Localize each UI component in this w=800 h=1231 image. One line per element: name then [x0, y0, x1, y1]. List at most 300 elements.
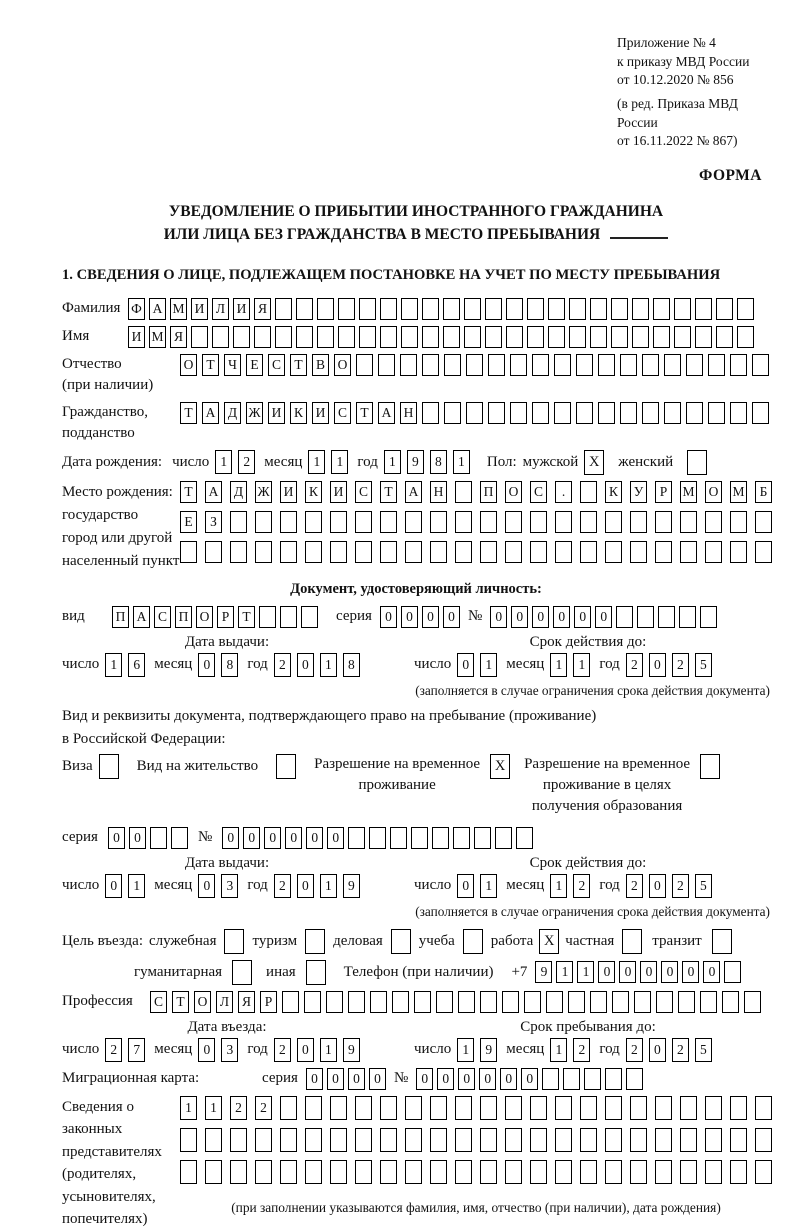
patronymic-input[interactable] — [180, 354, 769, 376]
char-cell[interactable]: 0 — [479, 1068, 496, 1090]
char-cell[interactable] — [730, 1160, 747, 1184]
char-cell[interactable] — [254, 326, 271, 348]
name-input[interactable] — [128, 326, 754, 348]
char-cell[interactable]: 0 — [661, 961, 678, 983]
temp-residence-edu-checkbox[interactable] — [700, 754, 720, 779]
char-cell[interactable] — [255, 511, 272, 533]
char-cell[interactable] — [430, 541, 447, 563]
char-cell[interactable] — [516, 827, 533, 849]
char-cell[interactable] — [527, 298, 544, 320]
char-cell[interactable] — [305, 541, 322, 563]
char-cell[interactable] — [380, 326, 397, 348]
char-cell[interactable] — [317, 298, 334, 320]
char-cell[interactable]: М — [149, 326, 166, 348]
char-cell[interactable] — [495, 827, 512, 849]
char-cell[interactable]: С — [154, 606, 171, 628]
residence-permit-checkbox[interactable] — [276, 754, 296, 779]
char-cell[interactable] — [488, 402, 505, 424]
char-cell[interactable]: Р — [655, 481, 672, 503]
char-cell[interactable] — [655, 1096, 672, 1120]
char-cell[interactable] — [430, 511, 447, 533]
char-cell[interactable] — [455, 1128, 472, 1152]
char-cell[interactable] — [400, 354, 417, 376]
char-cell[interactable]: 0 — [306, 827, 323, 849]
char-cell[interactable] — [455, 481, 472, 503]
char-cell[interactable] — [255, 541, 272, 563]
char-cell[interactable] — [708, 354, 725, 376]
char-cell[interactable]: О — [196, 606, 213, 628]
birthplace-line1-input[interactable] — [180, 481, 772, 503]
char-cell[interactable] — [755, 1096, 772, 1120]
char-cell[interactable] — [655, 1128, 672, 1152]
char-cell[interactable] — [605, 1128, 622, 1152]
stay-doc-number-input[interactable] — [222, 827, 533, 849]
char-cell[interactable]: 9 — [343, 874, 360, 898]
char-cell[interactable] — [401, 298, 418, 320]
char-cell[interactable] — [554, 354, 571, 376]
char-cell[interactable] — [755, 1160, 772, 1184]
char-cell[interactable] — [737, 326, 754, 348]
char-cell[interactable]: 2 — [672, 874, 689, 898]
char-cell[interactable] — [679, 606, 696, 628]
char-cell[interactable]: С — [150, 991, 167, 1013]
char-cell[interactable] — [326, 991, 343, 1013]
char-cell[interactable]: 0 — [703, 961, 720, 983]
char-cell[interactable] — [705, 1096, 722, 1120]
char-cell[interactable] — [716, 298, 733, 320]
char-cell[interactable] — [630, 541, 647, 563]
char-cell[interactable] — [680, 1160, 697, 1184]
char-cell[interactable]: 0 — [243, 827, 260, 849]
char-cell[interactable]: Ф — [128, 298, 145, 320]
char-cell[interactable] — [306, 960, 326, 985]
char-cell[interactable]: 1 — [556, 961, 573, 983]
char-cell[interactable]: 9 — [535, 961, 552, 983]
char-cell[interactable] — [224, 929, 244, 954]
char-cell[interactable] — [576, 402, 593, 424]
char-cell[interactable] — [348, 991, 365, 1013]
char-cell[interactable] — [191, 326, 208, 348]
char-cell[interactable] — [392, 991, 409, 1013]
char-cell[interactable]: 1 — [320, 653, 337, 677]
migration-series-input[interactable] — [306, 1068, 386, 1090]
char-cell[interactable]: Т — [290, 354, 307, 376]
char-cell[interactable]: 0 — [649, 874, 666, 898]
purpose-business-checkbox[interactable] — [391, 929, 411, 954]
char-cell[interactable]: 1 — [550, 1038, 567, 1062]
char-cell[interactable]: К — [290, 402, 307, 424]
char-cell[interactable] — [380, 511, 397, 533]
char-cell[interactable] — [655, 511, 672, 533]
char-cell[interactable] — [755, 511, 772, 533]
char-cell[interactable]: Р — [217, 606, 234, 628]
char-cell[interactable]: Т — [202, 354, 219, 376]
char-cell[interactable]: 0 — [682, 961, 699, 983]
char-cell[interactable] — [724, 961, 741, 983]
char-cell[interactable]: 0 — [619, 961, 636, 983]
purpose-other-checkbox[interactable] — [306, 960, 326, 985]
char-cell[interactable]: А — [202, 402, 219, 424]
char-cell[interactable] — [455, 541, 472, 563]
char-cell[interactable]: 1 — [180, 1096, 197, 1120]
char-cell[interactable]: И — [330, 481, 347, 503]
char-cell[interactable] — [380, 541, 397, 563]
doc-issue-year-input[interactable] — [274, 653, 360, 677]
char-cell[interactable]: О — [180, 354, 197, 376]
char-cell[interactable] — [355, 511, 372, 533]
char-cell[interactable] — [730, 354, 747, 376]
char-cell[interactable] — [555, 541, 572, 563]
char-cell[interactable] — [380, 1096, 397, 1120]
char-cell[interactable] — [466, 354, 483, 376]
char-cell[interactable] — [598, 354, 615, 376]
char-cell[interactable]: Е — [246, 354, 263, 376]
char-cell[interactable]: 2 — [255, 1096, 272, 1120]
entry-year-input[interactable] — [274, 1038, 360, 1062]
citizenship-input[interactable] — [180, 402, 769, 424]
char-cell[interactable] — [150, 827, 167, 849]
char-cell[interactable] — [612, 991, 629, 1013]
char-cell[interactable]: 0 — [416, 1068, 433, 1090]
char-cell[interactable]: 0 — [511, 606, 528, 628]
char-cell[interactable] — [642, 402, 659, 424]
char-cell[interactable] — [655, 541, 672, 563]
char-cell[interactable]: 0 — [437, 1068, 454, 1090]
char-cell[interactable] — [280, 511, 297, 533]
stay-doc-valid-day-input[interactable] — [457, 874, 497, 898]
char-cell[interactable] — [584, 1068, 601, 1090]
char-cell[interactable]: Р — [260, 991, 277, 1013]
char-cell[interactable]: Я — [170, 326, 187, 348]
char-cell[interactable] — [634, 991, 651, 1013]
char-cell[interactable]: Б — [755, 481, 772, 503]
char-cell[interactable]: И — [191, 298, 208, 320]
char-cell[interactable] — [380, 1160, 397, 1184]
char-cell[interactable] — [422, 326, 439, 348]
char-cell[interactable] — [580, 1160, 597, 1184]
char-cell[interactable]: 2 — [626, 653, 643, 677]
char-cell[interactable] — [464, 298, 481, 320]
char-cell[interactable] — [620, 402, 637, 424]
stay-doc-valid-year-input[interactable] — [626, 874, 712, 898]
char-cell[interactable] — [405, 541, 422, 563]
char-cell[interactable] — [554, 402, 571, 424]
char-cell[interactable]: 5 — [695, 653, 712, 677]
legal-line1-input[interactable] — [180, 1096, 772, 1120]
char-cell[interactable]: У — [630, 481, 647, 503]
char-cell[interactable] — [233, 326, 250, 348]
char-cell[interactable] — [180, 1160, 197, 1184]
char-cell[interactable] — [542, 1068, 559, 1090]
purpose-tourism-checkbox[interactable] — [305, 929, 325, 954]
char-cell[interactable]: Н — [400, 402, 417, 424]
char-cell[interactable] — [282, 991, 299, 1013]
legal-line2-input[interactable] — [180, 1128, 772, 1152]
char-cell[interactable] — [455, 1160, 472, 1184]
char-cell[interactable] — [378, 354, 395, 376]
doc-issue-day-input[interactable] — [105, 653, 145, 677]
char-cell[interactable] — [255, 1160, 272, 1184]
char-cell[interactable] — [330, 1096, 347, 1120]
char-cell[interactable]: 1 — [331, 450, 348, 474]
char-cell[interactable] — [605, 1096, 622, 1120]
char-cell[interactable]: 1 — [105, 653, 122, 677]
stay-until-year-input[interactable] — [626, 1038, 712, 1062]
char-cell[interactable]: О — [334, 354, 351, 376]
char-cell[interactable] — [99, 754, 119, 779]
char-cell[interactable] — [430, 1096, 447, 1120]
char-cell[interactable] — [458, 991, 475, 1013]
char-cell[interactable] — [580, 511, 597, 533]
char-cell[interactable] — [205, 541, 222, 563]
char-cell[interactable] — [580, 481, 597, 503]
char-cell[interactable]: 0 — [198, 1038, 215, 1062]
char-cell[interactable] — [510, 402, 527, 424]
char-cell[interactable] — [405, 1160, 422, 1184]
char-cell[interactable] — [280, 1096, 297, 1120]
char-cell[interactable] — [480, 1160, 497, 1184]
char-cell[interactable]: 0 — [553, 606, 570, 628]
stay-doc-issue-year-input[interactable] — [274, 874, 360, 898]
char-cell[interactable] — [530, 1160, 547, 1184]
char-cell[interactable]: Т — [238, 606, 255, 628]
char-cell[interactable] — [658, 606, 675, 628]
char-cell[interactable]: 0 — [443, 606, 460, 628]
char-cell[interactable]: А — [405, 481, 422, 503]
char-cell[interactable]: 3 — [221, 1038, 238, 1062]
char-cell[interactable]: А — [133, 606, 150, 628]
char-cell[interactable] — [605, 1068, 622, 1090]
char-cell[interactable] — [590, 991, 607, 1013]
migration-number-input[interactable] — [416, 1068, 643, 1090]
char-cell[interactable]: 2 — [238, 450, 255, 474]
char-cell[interactable] — [443, 326, 460, 348]
char-cell[interactable] — [330, 1160, 347, 1184]
char-cell[interactable] — [505, 541, 522, 563]
char-cell[interactable]: 3 — [221, 874, 238, 898]
char-cell[interactable]: 2 — [672, 1038, 689, 1062]
char-cell[interactable] — [405, 1128, 422, 1152]
char-cell[interactable]: Т — [380, 481, 397, 503]
char-cell[interactable]: 0 — [297, 874, 314, 898]
char-cell[interactable] — [355, 1096, 372, 1120]
char-cell[interactable] — [590, 326, 607, 348]
char-cell[interactable] — [590, 298, 607, 320]
char-cell[interactable]: 0 — [198, 653, 215, 677]
temp-residence-checkbox[interactable] — [490, 754, 510, 779]
char-cell[interactable] — [480, 1096, 497, 1120]
char-cell[interactable] — [622, 929, 642, 954]
char-cell[interactable] — [405, 1096, 422, 1120]
char-cell[interactable] — [338, 298, 355, 320]
char-cell[interactable]: Е — [180, 511, 197, 533]
char-cell[interactable] — [205, 1160, 222, 1184]
char-cell[interactable] — [276, 754, 296, 779]
char-cell[interactable] — [580, 541, 597, 563]
char-cell[interactable]: П — [112, 606, 129, 628]
char-cell[interactable] — [620, 354, 637, 376]
char-cell[interactable]: 9 — [407, 450, 424, 474]
char-cell[interactable] — [305, 1096, 322, 1120]
char-cell[interactable]: П — [480, 481, 497, 503]
char-cell[interactable]: X — [490, 754, 510, 779]
char-cell[interactable]: 0 — [105, 874, 122, 898]
char-cell[interactable]: З — [205, 511, 222, 533]
purpose-study-checkbox[interactable] — [463, 929, 483, 954]
char-cell[interactable] — [430, 1128, 447, 1152]
char-cell[interactable] — [555, 1160, 572, 1184]
char-cell[interactable]: 0 — [108, 827, 125, 849]
char-cell[interactable]: 1 — [384, 450, 401, 474]
char-cell[interactable] — [355, 1128, 372, 1152]
char-cell[interactable]: Т — [356, 402, 373, 424]
char-cell[interactable] — [630, 1096, 647, 1120]
char-cell[interactable] — [259, 606, 276, 628]
char-cell[interactable] — [653, 326, 670, 348]
char-cell[interactable] — [455, 1096, 472, 1120]
char-cell[interactable] — [626, 1068, 643, 1090]
entry-day-input[interactable] — [105, 1038, 145, 1062]
char-cell[interactable] — [616, 606, 633, 628]
birth-year-input[interactable] — [384, 450, 470, 474]
char-cell[interactable] — [752, 354, 769, 376]
char-cell[interactable] — [680, 1096, 697, 1120]
char-cell[interactable]: Д — [224, 402, 241, 424]
char-cell[interactable]: Н — [430, 481, 447, 503]
char-cell[interactable] — [705, 541, 722, 563]
char-cell[interactable] — [280, 1128, 297, 1152]
char-cell[interactable]: Я — [238, 991, 255, 1013]
entry-month-input[interactable] — [198, 1038, 238, 1062]
char-cell[interactable]: 0 — [490, 606, 507, 628]
char-cell[interactable]: 0 — [521, 1068, 538, 1090]
char-cell[interactable]: И — [128, 326, 145, 348]
char-cell[interactable] — [305, 929, 325, 954]
char-cell[interactable]: Я — [254, 298, 271, 320]
char-cell[interactable] — [555, 1096, 572, 1120]
char-cell[interactable]: 0 — [401, 606, 418, 628]
char-cell[interactable]: А — [149, 298, 166, 320]
char-cell[interactable]: 1 — [128, 874, 145, 898]
doc-type-input[interactable] — [112, 606, 318, 628]
phone-input[interactable] — [535, 961, 741, 983]
char-cell[interactable]: 2 — [626, 874, 643, 898]
char-cell[interactable] — [390, 827, 407, 849]
char-cell[interactable] — [569, 298, 586, 320]
char-cell[interactable]: В — [312, 354, 329, 376]
char-cell[interactable]: 2 — [573, 1038, 590, 1062]
char-cell[interactable] — [505, 1128, 522, 1152]
char-cell[interactable]: 9 — [480, 1038, 497, 1062]
char-cell[interactable]: М — [170, 298, 187, 320]
char-cell[interactable]: А — [205, 481, 222, 503]
char-cell[interactable] — [752, 402, 769, 424]
char-cell[interactable] — [305, 1160, 322, 1184]
char-cell[interactable] — [686, 354, 703, 376]
birth-month-input[interactable] — [308, 450, 348, 474]
char-cell[interactable]: 6 — [128, 653, 145, 677]
gender-male-checkbox[interactable] — [584, 450, 604, 475]
char-cell[interactable] — [680, 511, 697, 533]
char-cell[interactable] — [180, 1128, 197, 1152]
char-cell[interactable] — [568, 991, 585, 1013]
char-cell[interactable]: О — [705, 481, 722, 503]
char-cell[interactable] — [705, 1160, 722, 1184]
char-cell[interactable] — [730, 541, 747, 563]
char-cell[interactable]: 0 — [306, 1068, 323, 1090]
char-cell[interactable] — [455, 511, 472, 533]
char-cell[interactable] — [506, 326, 523, 348]
char-cell[interactable] — [355, 541, 372, 563]
char-cell[interactable]: 1 — [480, 653, 497, 677]
char-cell[interactable]: Л — [212, 298, 229, 320]
char-cell[interactable] — [338, 326, 355, 348]
char-cell[interactable]: 0 — [264, 827, 281, 849]
purpose-work-checkbox[interactable] — [539, 929, 559, 954]
char-cell[interactable] — [598, 402, 615, 424]
char-cell[interactable] — [232, 960, 252, 985]
char-cell[interactable] — [480, 541, 497, 563]
char-cell[interactable]: 1 — [320, 874, 337, 898]
char-cell[interactable]: 0 — [327, 1068, 344, 1090]
char-cell[interactable]: А — [378, 402, 395, 424]
char-cell[interactable] — [422, 354, 439, 376]
char-cell[interactable] — [755, 1128, 772, 1152]
char-cell[interactable] — [330, 541, 347, 563]
char-cell[interactable] — [401, 326, 418, 348]
char-cell[interactable]: 0 — [649, 653, 666, 677]
char-cell[interactable]: С — [268, 354, 285, 376]
char-cell[interactable]: 1 — [205, 1096, 222, 1120]
char-cell[interactable] — [680, 541, 697, 563]
stay-doc-issue-day-input[interactable] — [105, 874, 145, 898]
char-cell[interactable] — [510, 354, 527, 376]
char-cell[interactable]: 0 — [369, 1068, 386, 1090]
char-cell[interactable]: 0 — [129, 827, 146, 849]
legal-line3-input[interactable] — [180, 1160, 772, 1184]
char-cell[interactable]: 0 — [348, 1068, 365, 1090]
char-cell[interactable]: 8 — [343, 653, 360, 677]
char-cell[interactable] — [296, 298, 313, 320]
char-cell[interactable]: 0 — [532, 606, 549, 628]
char-cell[interactable] — [530, 511, 547, 533]
char-cell[interactable]: 2 — [274, 653, 291, 677]
char-cell[interactable] — [275, 326, 292, 348]
char-cell[interactable] — [330, 511, 347, 533]
char-cell[interactable] — [563, 1068, 580, 1090]
doc-valid-day-input[interactable] — [457, 653, 497, 677]
char-cell[interactable] — [505, 1160, 522, 1184]
char-cell[interactable] — [432, 827, 449, 849]
doc-valid-month-input[interactable] — [550, 653, 590, 677]
char-cell[interactable] — [348, 827, 365, 849]
char-cell[interactable] — [370, 991, 387, 1013]
char-cell[interactable] — [674, 326, 691, 348]
char-cell[interactable] — [485, 298, 502, 320]
char-cell[interactable]: Т — [180, 402, 197, 424]
char-cell[interactable] — [722, 991, 739, 1013]
char-cell[interactable] — [485, 326, 502, 348]
char-cell[interactable]: 2 — [230, 1096, 247, 1120]
char-cell[interactable]: 0 — [500, 1068, 517, 1090]
purpose-transit-checkbox[interactable] — [712, 929, 732, 954]
char-cell[interactable]: 0 — [457, 653, 474, 677]
stay-doc-issue-month-input[interactable] — [198, 874, 238, 898]
char-cell[interactable] — [530, 1096, 547, 1120]
char-cell[interactable] — [580, 1128, 597, 1152]
char-cell[interactable] — [205, 1128, 222, 1152]
char-cell[interactable] — [280, 541, 297, 563]
